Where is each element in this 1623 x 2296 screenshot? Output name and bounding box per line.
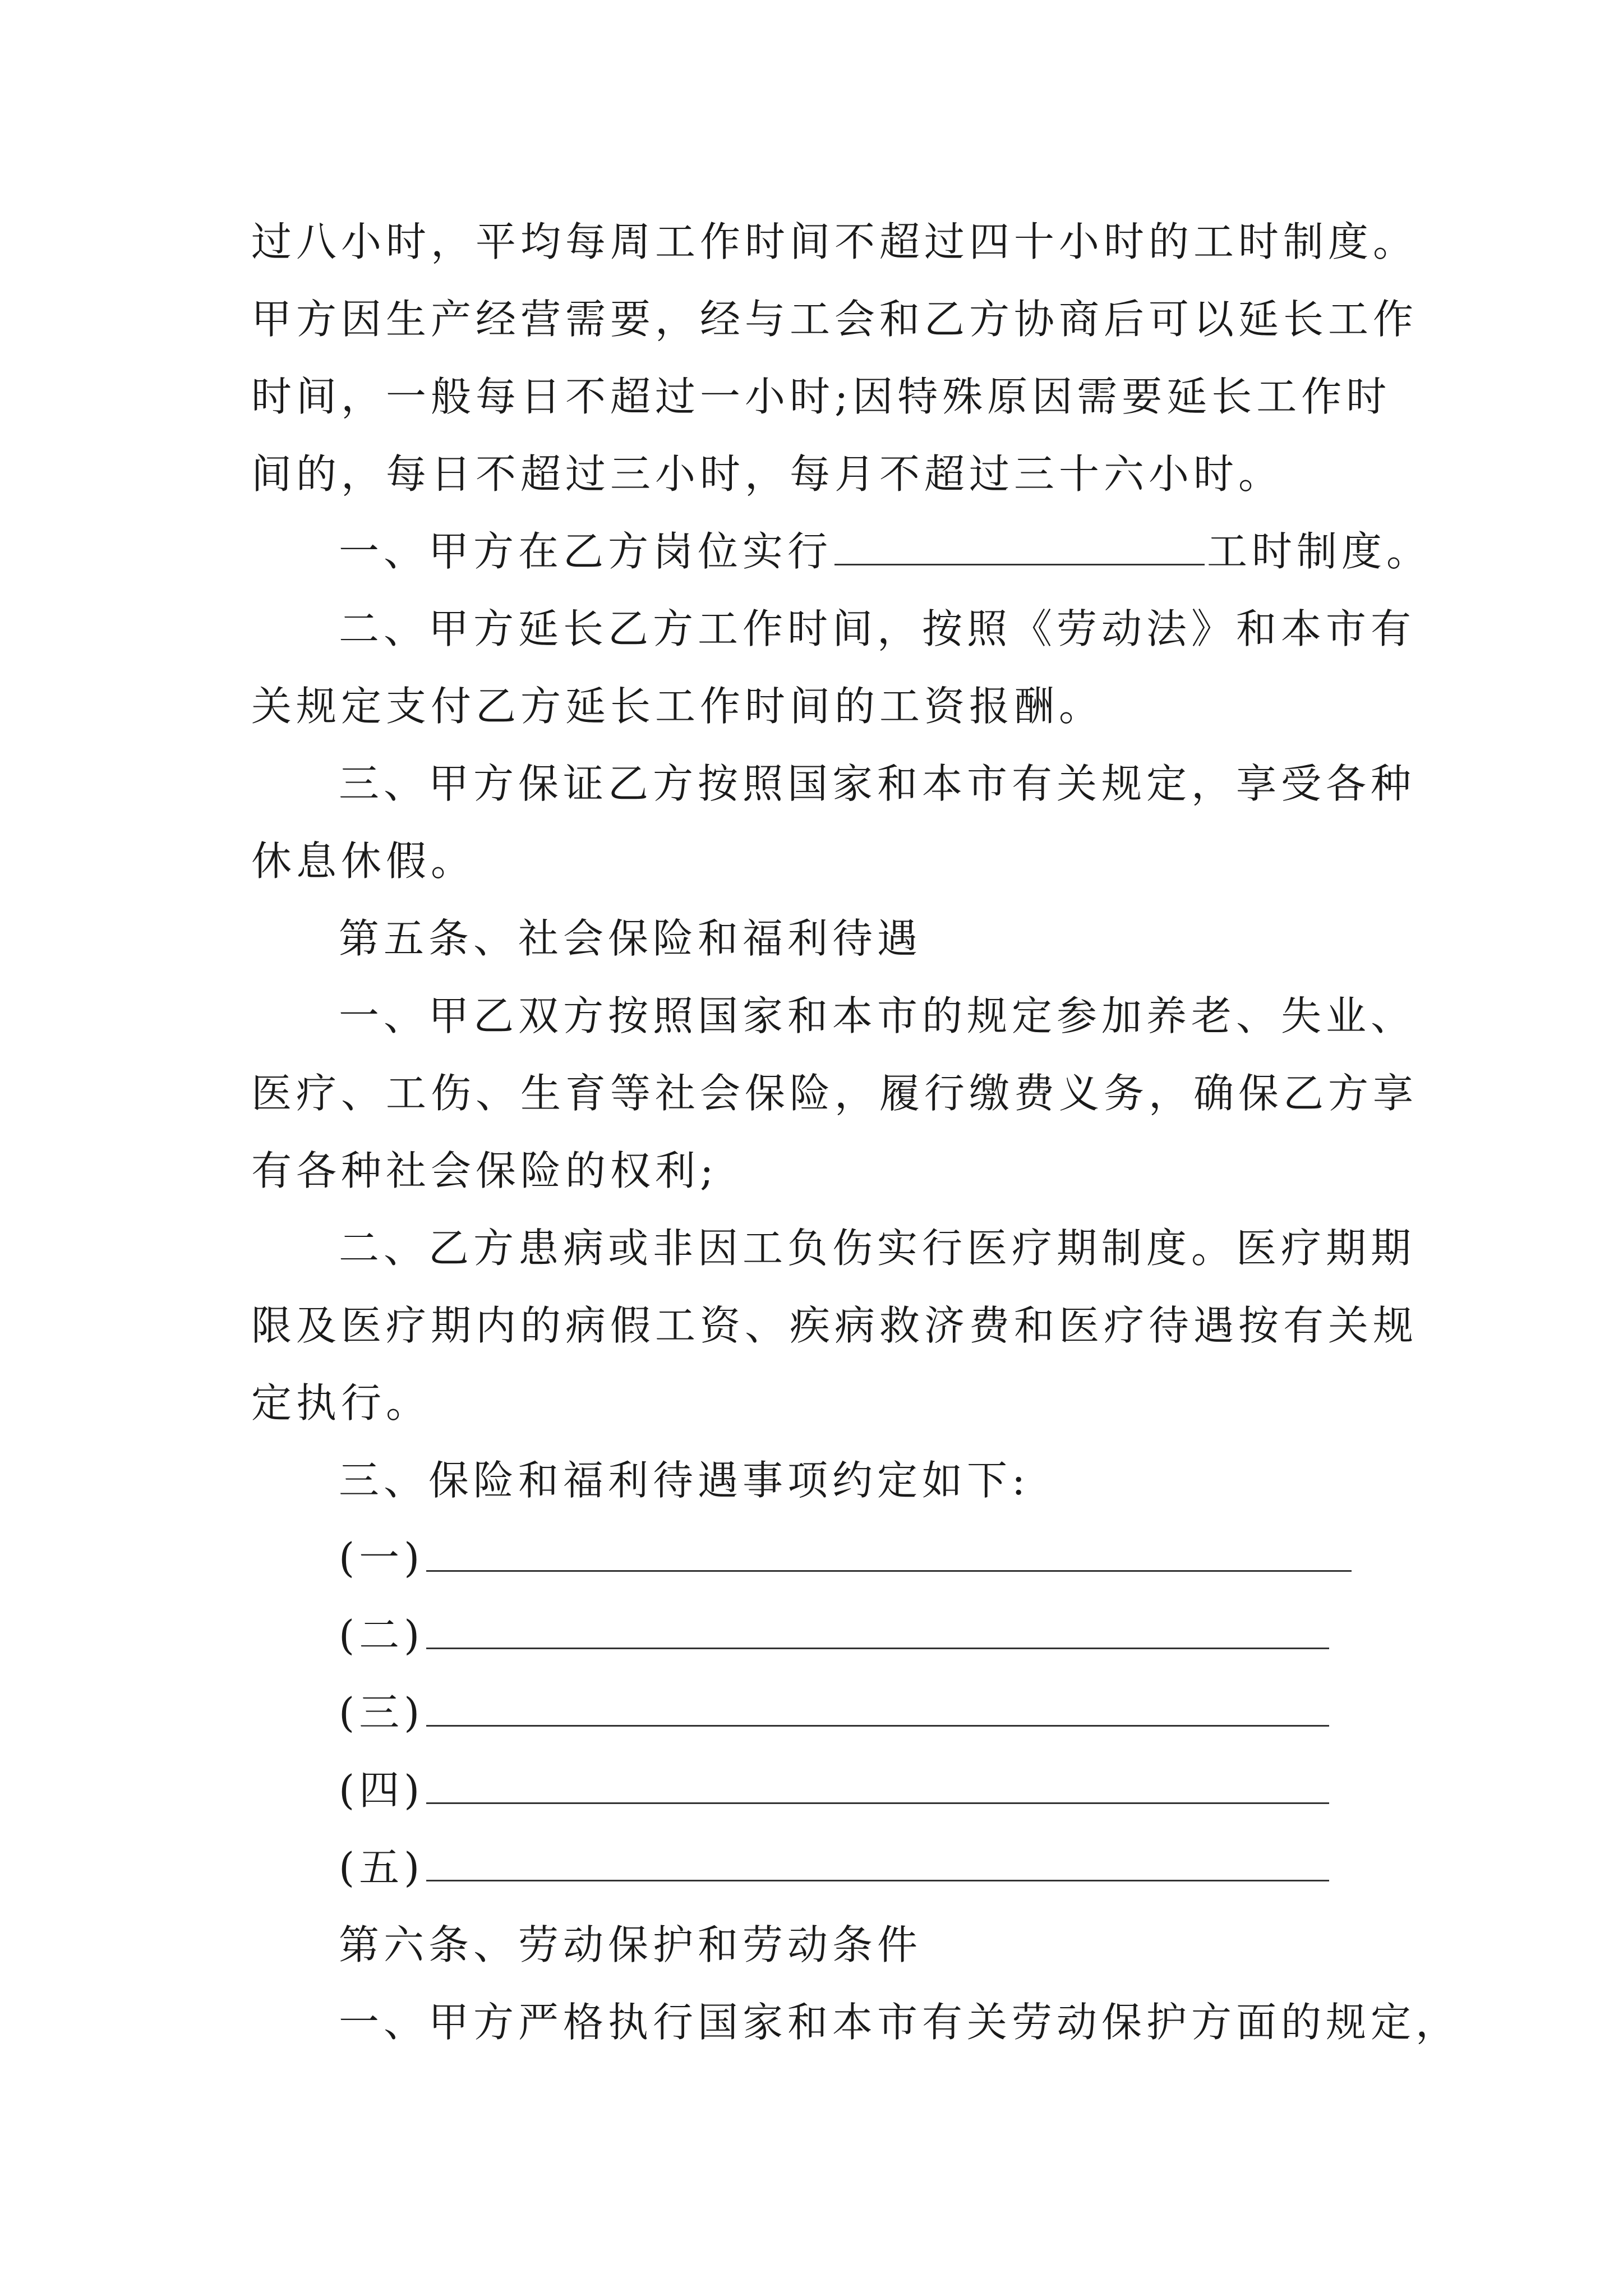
benefit-item-5: [339, 1828, 1329, 1907]
article-5-title: 第五条、社会保险和福利待遇: [339, 915, 923, 962]
benefit-item-label: (五): [339, 1844, 425, 1891]
benefit-item-4: [339, 1751, 1329, 1829]
clause-5-1-line-1: 一、甲乙双方按照国家和本市的规定参加养老、失业、: [339, 992, 1416, 1039]
benefit-item-3: [339, 1673, 1329, 1752]
benefit-item-blank[interactable]: [426, 1769, 1329, 1804]
body-line-2: 甲方因生产经营需要，经与工会和乙方协商后可以延长工作: [251, 296, 1418, 343]
benefit-item-label: (二): [339, 1612, 425, 1659]
benefit-item-label: (四): [339, 1766, 425, 1814]
clause-5-1-line-2: 医疗、工伤、生育等社会保险，履行缴费义务，确保乙方享: [251, 1070, 1418, 1117]
work-hour-system-blank[interactable]: [834, 530, 1205, 565]
clause-5-2-line-1: 二、乙方患病或非因工负伤实行医疗期制度。医疗期期: [339, 1225, 1416, 1272]
clause-4-3-line-1: 三、甲方保证乙方按照国家和本市有关规定，享受各种: [339, 760, 1416, 807]
clause-4-1-suffix: 工时制度。: [1207, 528, 1432, 575]
clause-4-1: [339, 512, 1431, 591]
body-line-1: 过八小时，平均每周工作时间不超过四十小时的工时制度。: [251, 218, 1418, 265]
clause-5-1-line-3: 有各种社会保险的权利;: [251, 1147, 718, 1194]
clause-4-3-line-2: 休息休假。: [251, 838, 476, 885]
benefit-item-blank[interactable]: [426, 1614, 1329, 1649]
benefit-item-blank[interactable]: [426, 1691, 1329, 1727]
benefit-item-label: (一): [339, 1534, 425, 1581]
clause-4-2-line-1: 二、甲方延长乙方工作时间，按照《劳动法》和本市有: [339, 605, 1416, 652]
article-6-title: 第六条、劳动保护和劳动条件: [339, 1921, 923, 1968]
body-line-3: 时间，一般每日不超过一小时;因特殊原因需要延长工作时: [251, 373, 1391, 420]
benefit-item-2: [339, 1596, 1329, 1674]
benefit-item-blank[interactable]: [426, 1536, 1352, 1572]
clause-5-2-line-2: 限及医疗期内的病假工资、疾病救济费和医疗待遇按有关规: [251, 1302, 1418, 1349]
benefit-item-1: [339, 1519, 1352, 1597]
clause-4-2-line-2: 关规定支付乙方延长工作时间的工资报酬。: [251, 683, 1104, 730]
body-line-4: 间的，每日不超过三小时，每月不超过三十六小时。: [251, 450, 1284, 498]
clause-6-1: 一、甲方严格执行国家和本市有关劳动保护方面的规定，: [339, 1999, 1461, 2046]
benefit-item-label: (三): [339, 1689, 425, 1736]
clause-5-2-line-3: 定执行。: [251, 1379, 431, 1427]
benefit-item-blank[interactable]: [426, 1846, 1329, 1881]
clause-5-3: 三、保险和福利待遇事项约定如下:: [339, 1457, 1030, 1504]
clause-4-1-prefix: 一、甲方在乙方岗位实行: [339, 528, 833, 575]
